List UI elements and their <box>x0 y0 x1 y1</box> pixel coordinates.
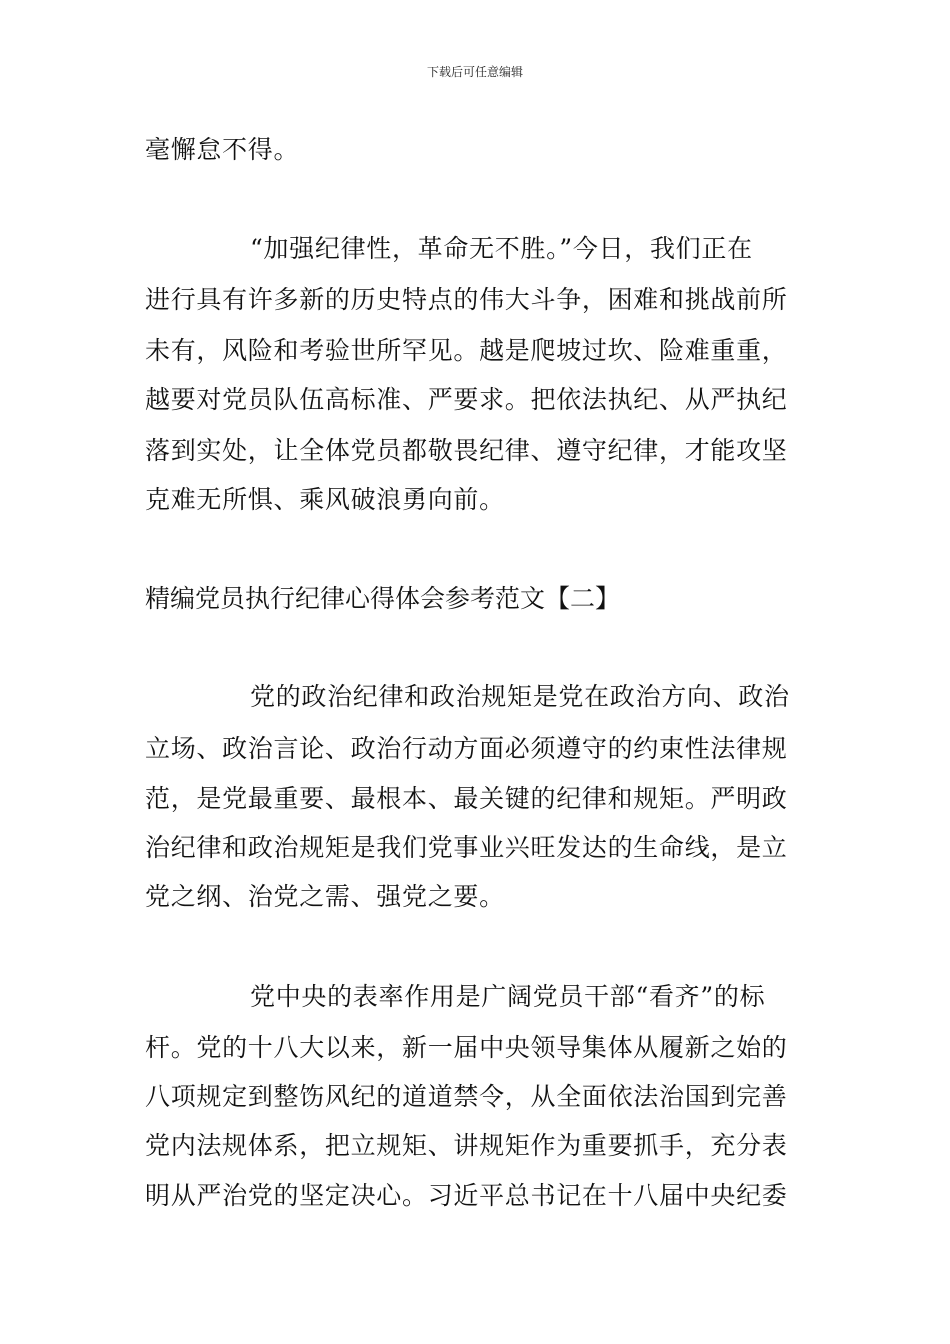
section-heading: 精编党员执行纪律心得体会参考范文【二】 <box>145 584 621 613</box>
paragraph-2-line-6: 克难无所惧、乘风破浪勇向前。 <box>145 485 505 514</box>
paragraph-4-line-4: 党内法规体系，把立规矩、讲规矩作为重要抓手，充分表 <box>145 1131 788 1160</box>
paragraph-2-line-5: 落到实处，让全体党员都敬畏纪律、遵守纪律，才能攻坚 <box>145 436 788 465</box>
page-header: 下载后可任意编辑 <box>426 65 523 79</box>
paragraph-4-line-1: 党中央的表率作用是广阔党员干部“看齐”的标 <box>250 982 766 1011</box>
paragraph-3-line-2: 立场、政治言论、政治行动方面必须遵守的约束性法律规 <box>145 734 788 763</box>
paragraph-4-line-2: 杆。党的十八大以来，新一届中央领导集体从履新之始的 <box>145 1033 788 1062</box>
paragraph-4-line-3: 八项规定到整饬风纪的道道禁令，从全面依法治国到完善 <box>145 1082 788 1111</box>
paragraph-2-line-4: 越要对党员队伍高标准、严要求。把依法执纪、从严执纪 <box>145 385 788 414</box>
paragraph-1-line-1: 毫懈怠不得。 <box>145 135 300 164</box>
paragraph-3-line-4: 治纪律和政治规矩是我们党事业兴旺发达的生命线，是立 <box>145 833 788 862</box>
paragraph-2-line-1: “加强纪律性，革命无不胜。”今日，我们正在 <box>250 234 753 263</box>
paragraph-4-line-5: 明从严治党的坚定决心。习近平总书记在十八届中央纪委 <box>145 1181 788 1210</box>
paragraph-2-line-3: 未有，风险和考验世所罕见。越是爬坡过坎、险难重重， <box>145 336 788 365</box>
paragraph-3-line-3: 范，是党最重要、最根本、最关键的纪律和规矩。严明政 <box>145 784 788 813</box>
paragraph-3-line-5: 党之纲、治党之需、强党之要。 <box>145 882 505 911</box>
paragraph-3-line-1: 党的政治纪律和政治规矩是党在政治方向、政治 <box>250 682 790 711</box>
paragraph-2-line-2: 进行具有许多新的历史特点的伟大斗争，困难和挑战前所 <box>145 285 788 314</box>
